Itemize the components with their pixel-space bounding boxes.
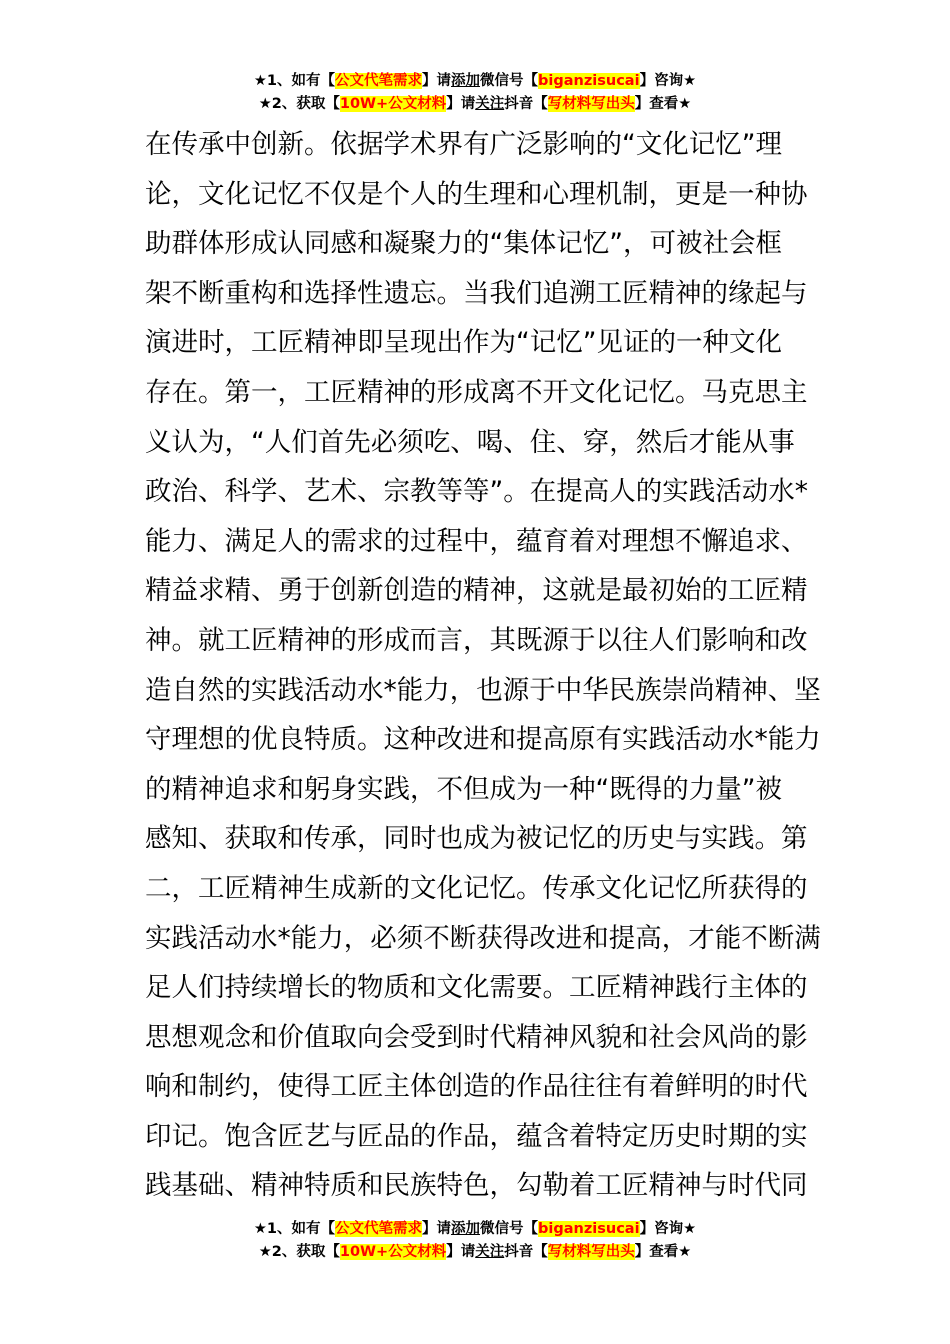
body-line: 响和制约，使得工匠主体创造的作品往往有着鲜明的时代	[145, 1071, 808, 1103]
body-line: 存在。第一，工匠精神的形成离不开文化记忆。马克思主	[145, 376, 808, 408]
banner-highlight: 10W+公文材料	[339, 1244, 447, 1260]
header-banner-line-2	[0, 93, 950, 116]
banner-text: 抖音【	[504, 1244, 548, 1260]
footer-banner-line-1	[0, 1218, 950, 1241]
banner-highlight: 写材料写出头	[547, 1244, 635, 1260]
banner-underlined-text: 添加	[451, 73, 481, 89]
body-line: 造自然的实践活动水*能力，也源于中华民族崇尚精神、坚	[145, 674, 821, 706]
banner-highlight: 公文代笔需求	[335, 73, 423, 89]
banner-text: 】请	[446, 1244, 476, 1260]
body-line: 足人们持续增长的物质和文化需要。工匠精神践行主体的	[145, 972, 808, 1004]
banner-text: 】请	[446, 96, 476, 112]
banner-highlight: 写材料写出头	[547, 96, 635, 112]
header-banner-line-1	[0, 70, 950, 93]
banner-highlight: 10W+公文材料	[339, 96, 447, 112]
banner-text: 微信号【	[480, 73, 539, 89]
body-line: 演进时，工匠精神即呈现出作为“记忆”见证的一种文化	[145, 327, 782, 359]
body-line: 的精神追求和躬身实践，不但成为一种“既得的力量”被	[145, 773, 782, 805]
body-line: 精益求精、勇于创新创造的精神，这就是最初始的工匠精	[145, 575, 808, 607]
banner-text: 微信号【	[480, 1221, 539, 1237]
body-line: 助群体形成认同感和凝聚力的“集体记忆”，可被社会框	[145, 228, 782, 260]
banner-text: 】查看★	[634, 96, 692, 112]
body-line: 架不断重构和选择性遗忘。当我们追溯工匠精神的缘起与	[145, 277, 808, 309]
banner-text: 】查看★	[634, 1244, 692, 1260]
body-line: 论，文化记忆不仅是个人的生理和心理机制，更是一种协	[145, 178, 808, 210]
banner-highlight: 公文代笔需求	[335, 1221, 423, 1237]
body-line: 义认为，“人们首先必须吃、喝、住、穿，然后才能从事	[145, 426, 795, 458]
body-line: 感知、获取和传承，同时也成为被记忆的历史与实践。第	[145, 823, 808, 855]
body-line: 二，工匠精神生成新的文化记忆。传承文化记忆所获得的	[145, 872, 808, 904]
body-line: 神。就工匠精神的形成而言，其既源于以往人们影响和改	[145, 624, 808, 656]
body-line: 践基础、精神特质和民族特色，勾勒着工匠精神与时代同	[145, 1170, 808, 1202]
body-line: 思想观念和价值取向会受到时代精神风貌和社会风尚的影	[145, 1021, 808, 1053]
banner-text: 】请	[422, 73, 452, 89]
banner-text: 】请	[422, 1221, 452, 1237]
body-line: 印记。饱含匠艺与匠品的作品，蕴含着特定历史时期的实	[145, 1120, 808, 1152]
footer-banner	[0, 1218, 950, 1264]
banner-text: 】咨询★	[639, 1221, 697, 1237]
banner-underlined-text: 关注	[475, 96, 505, 112]
document-body	[145, 120, 820, 1211]
body-line: 政治、科学、艺术、宗教等等”。在提高人的实践活动水*	[145, 476, 808, 508]
body-line: 守理想的优良特质。这种改进和提高原有实践活动水*能力	[145, 724, 821, 756]
banner-text: ★1、如有【	[253, 73, 336, 89]
banner-text: ★2、获取【	[258, 1244, 340, 1260]
body-line: 在传承中创新。依据学术界有广泛影响的“文化记忆”理	[145, 129, 782, 160]
footer-banner-line-2	[0, 1241, 950, 1264]
body-line: 实践活动水*能力，必须不断获得改进和提高，才能不断满	[145, 922, 821, 954]
banner-text: ★2、获取【	[258, 96, 340, 112]
header-banner	[0, 70, 950, 116]
banner-underlined-text: 添加	[451, 1221, 481, 1237]
body-line: 能力、满足人的需求的过程中，蕴育着对理想不懈追求、	[145, 525, 808, 557]
banner-underlined-text: 关注	[475, 1244, 505, 1260]
banner-highlight: biganzisucai	[538, 73, 640, 89]
banner-text: 】咨询★	[639, 73, 697, 89]
banner-text: 抖音【	[504, 96, 548, 112]
banner-text: ★1、如有【	[253, 1221, 336, 1237]
banner-highlight: biganzisucai	[538, 1221, 640, 1237]
